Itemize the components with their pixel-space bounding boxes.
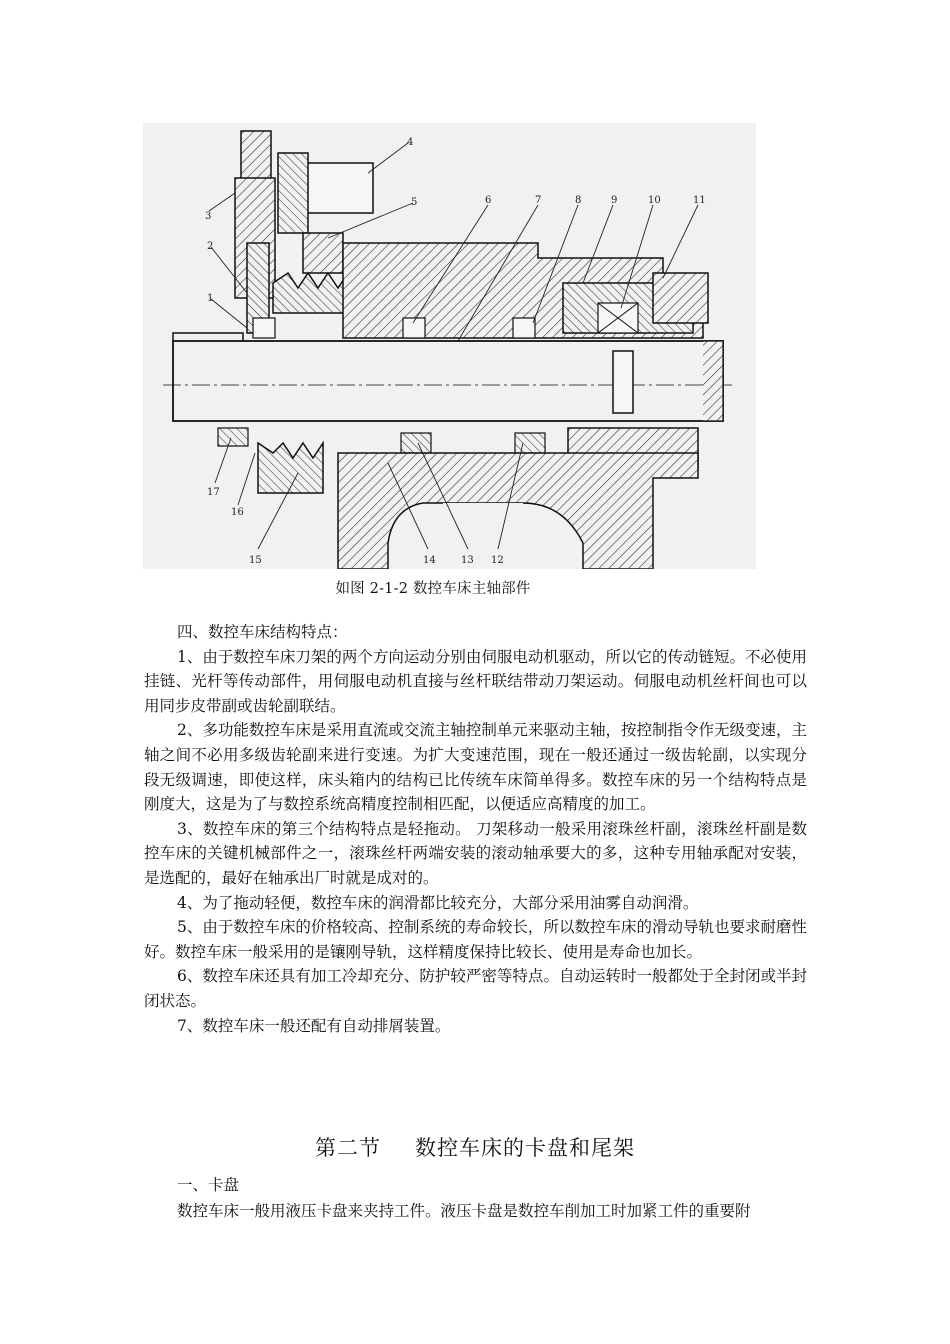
part-label-4: 4 [407, 137, 414, 148]
part-label-6: 6 [485, 195, 492, 206]
part-label-10: 10 [648, 195, 661, 206]
spindle-assembly-figure [143, 123, 756, 569]
part-label-8: 8 [575, 195, 582, 206]
paragraph-1: 1、由于数控车床刀架的两个方向运动分别由伺服电动机驱动，所以它的传动链短。不必使用挂链、光杆等传动部件，用伺服电动机直接与丝杆联结带动刀架运动。伺服电动机丝杆间也可以用同步皮带副或齿轮副联结。 [144, 647, 807, 715]
figure-caption: 如图 2-1-2 数控车床主轴部件 [335, 581, 531, 597]
part-label-13: 13 [461, 555, 474, 566]
part-label-16: 16 [231, 507, 244, 518]
part-label-12: 12 [491, 555, 504, 566]
part-label-7: 7 [535, 195, 542, 206]
section-number: 第二节 [315, 1136, 381, 1160]
part-label-1: 1 [207, 293, 214, 304]
part-label-5: 5 [411, 197, 418, 208]
part-label-9: 9 [611, 195, 618, 206]
paragraph-6: 6、数控车床还具有加工冷却充分、防护较严密等特点。自动运转时一般都处于全封闭或半封闭状态。 [144, 967, 807, 1010]
part-label-11: 11 [693, 195, 706, 206]
paragraph-2: 2、多功能数控车床是采用直流或交流主轴控制单元来驱动主轴，按控制指令作无级变速，主轴之间不必用多级齿轮副来进行变速。为扩大变速范围，现在一般还通过一级齿轮副，以实现分段无级调速，即使这样，床头箱内的结构已比传统车床简单得多。数控车床的另一个结构特点是刚度大，这是为了与数控系统高精度控制相匹配，以便适应高精度的加工。 [144, 721, 807, 814]
paragraph-7: 7、数控车床一般还配有自动排屑装置。 [177, 1016, 451, 1035]
part-label-3: 3 [205, 211, 212, 222]
chuck-heading: 一、卡盘 [177, 1176, 240, 1194]
part-label-15: 15 [249, 555, 262, 566]
section-title [0, 1132, 950, 1162]
part-label-2: 2 [207, 241, 214, 252]
section-title-text: 数控车床的卡盘和尾架 [415, 1136, 635, 1160]
part-label-14: 14 [423, 555, 436, 566]
paragraph-3: 3、数控车床的第三个结构特点是轻拖动。 刀架移动一般采用滚珠丝杆副，滚珠丝杆副是数控车床的关键机械部件之一，滚珠丝杆两端安装的滚动轴承要大的多，这种专用轴承配对安装，是选配的，最好在轴承出厂时就是成对的。 [144, 819, 807, 887]
paragraph-5: 5、由于数控车床的价格较高、控制系统的寿命较长，所以数控车床的滑动导轨也要求耐磨性好。数控车床一般采用的是镶刚导轨，这样精度保持比较长、使用是寿命也加长。 [144, 918, 807, 961]
part-label-17: 17 [207, 487, 220, 498]
chuck-section [144, 1172, 807, 1224]
paragraph-4: 4、为了拖动轻便，数控车床的润滑都比较充分，大部分采用油雾自动润滑。 [177, 893, 699, 912]
section-4-heading: 四、数控车床结构特点： [177, 623, 348, 641]
section-4-body [144, 620, 807, 1038]
chuck-first-line: 数控车床一般用液压卡盘来夹持工件。液压卡盘是数控车削加工时加紧工件的重要附 [177, 1202, 751, 1220]
